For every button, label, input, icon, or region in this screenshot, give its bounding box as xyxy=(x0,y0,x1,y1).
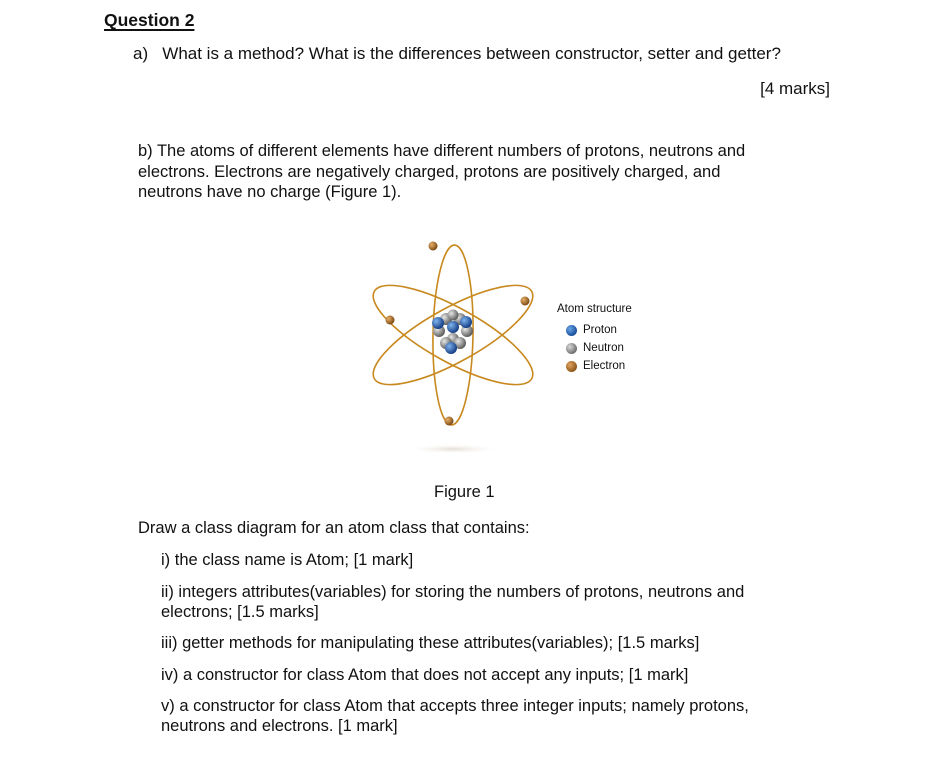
legend-item-neutron xyxy=(557,339,632,357)
list-item xyxy=(161,550,413,570)
electron-particle xyxy=(445,417,454,426)
part-b-line: neutrons have no charge (Figure 1). xyxy=(138,183,402,201)
electron-particle xyxy=(521,297,530,306)
legend-item-proton xyxy=(557,321,632,339)
list-item-line: neutrons and electrons. [1 mark] xyxy=(161,717,398,735)
list-item-line: ii) integers attributes(variables) for storing the numbers of protons, neutrons and xyxy=(161,583,745,601)
legend-label: Neutron xyxy=(583,342,624,354)
instruction-text: Draw a class diagram for an atom class that contains: xyxy=(138,519,530,537)
proton-dot-icon xyxy=(566,325,577,336)
electron-particle xyxy=(429,242,438,251)
neutron-dot-icon xyxy=(566,343,577,354)
list-item-line: electrons; [1.5 marks] xyxy=(161,603,319,621)
list-item-line: iv) a constructor for class Atom that does not accept any inputs; [1 mark] xyxy=(161,666,689,684)
part-b-line: electrons. Electrons are negatively charged, protons are positively charged, and xyxy=(138,162,721,181)
legend-title: Atom structure xyxy=(557,303,632,315)
legend-label: Electron xyxy=(583,360,626,372)
list-item xyxy=(161,582,744,622)
part-a-marks: [4 marks] xyxy=(760,79,830,98)
question-title: Question 2 xyxy=(104,10,195,30)
list-item xyxy=(161,665,688,685)
proton-particle xyxy=(432,317,444,329)
electron-particle xyxy=(386,316,395,325)
legend-item-electron xyxy=(557,357,632,375)
part-b-paragraph xyxy=(138,141,838,203)
list-item-line: v) a constructor for class Atom that accepts three integer inputs; namely protons, xyxy=(161,697,749,715)
figure-legend xyxy=(557,303,632,375)
figure-caption: Figure 1 xyxy=(434,483,495,501)
list-item-line: iii) getter methods for manipulating these attributes(variables); [1.5 marks] xyxy=(161,634,700,652)
part-b-line: b) The atoms of different elements have different numbers of protons, neutrons and xyxy=(138,142,746,160)
neutron-particle xyxy=(448,310,459,321)
legend-label: Proton xyxy=(583,324,617,336)
proton-particle xyxy=(447,321,459,333)
electron-dot-icon xyxy=(566,361,577,372)
proton-particle xyxy=(460,316,472,328)
proton-particle xyxy=(445,342,457,354)
part-a-question: a) What is a method? What is the differences between constructor, setter and getter? xyxy=(133,44,781,63)
list-item xyxy=(161,696,749,736)
nucleus xyxy=(432,310,473,355)
list-item-line: i) the class name is Atom; [1 mark] xyxy=(161,551,414,569)
atom-shadow xyxy=(405,444,501,454)
list-item xyxy=(161,633,699,653)
